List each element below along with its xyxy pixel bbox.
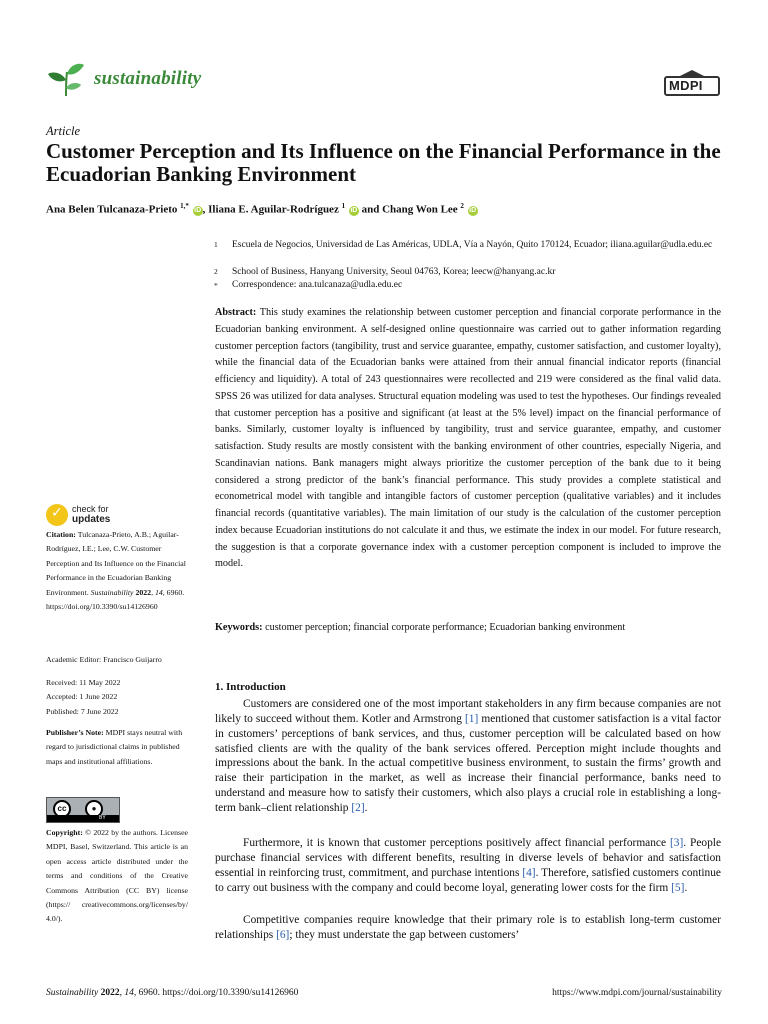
abstract bbox=[215, 305, 721, 573]
citation-doi-link[interactable]: , 6960. https://doi.org/10.3390/su14126960 bbox=[46, 587, 185, 612]
author-name: Ana Belen Tulcanaza-Prieto bbox=[46, 203, 178, 216]
received-date: Received: 11 May 2022 bbox=[46, 678, 121, 687]
paragraph-text: Competitive companies require knowledge that their primary role is to establish long-term customer relationships bbox=[215, 914, 721, 941]
check-updates-label: check for bbox=[72, 504, 109, 514]
keywords bbox=[215, 620, 721, 637]
citation-text: Tulcanaza-Prieto, A.B.; Aguilar-Rodríguez, I.E.; Lee, C.W. Customer Perception and Its Influence on the Financial Performance in the Ecuadorian Banking Environment. bbox=[46, 530, 186, 597]
reference-link[interactable]: [2] bbox=[351, 801, 365, 814]
intro-paragraph-3 bbox=[215, 913, 721, 943]
author-name: Chang Won Lee bbox=[382, 203, 458, 216]
author-affiliation-marker: 1,* bbox=[180, 202, 189, 210]
affiliation-number: 1 bbox=[214, 240, 218, 249]
checkmark-icon: ✓ bbox=[51, 505, 63, 521]
citation-label: Citation: bbox=[46, 530, 76, 539]
paragraph-text: . bbox=[684, 881, 688, 894]
by-label: BY bbox=[99, 815, 106, 821]
copyright bbox=[46, 826, 188, 927]
check-for-updates-button[interactable] bbox=[46, 502, 166, 530]
badge-bar bbox=[47, 815, 119, 822]
affiliation-text: School of Business, Hanyang University, Seoul 04763, Korea; leecw@hanyang.ac.kr bbox=[232, 267, 556, 277]
copyright-label: Copyright: bbox=[46, 828, 83, 837]
paragraph-text: Furthermore, it is known that customer perceptions positively affect financial performance bbox=[243, 837, 670, 849]
footer-journal-url[interactable]: https://www.mdpi.com/journal/sustainability bbox=[552, 988, 722, 998]
check-updates-label-bold: updates bbox=[72, 514, 111, 525]
affiliation-text: Escuela de Negocios, Universidad de Las Américas, UDLA, Vía a Nayón, Quito 170124, Ecuador; iliana.aguilar@udla.edu.ec bbox=[232, 240, 713, 250]
author-name: Iliana E. Aguilar-Rodríguez bbox=[208, 203, 339, 216]
paragraph-text: mentioned that customer satisfaction is a vital factor in customers’ perceptions of bank services, and thus, customer perception will be calculated based on how satisfied clients are with the quality of the bank services offered. Perception might include thoughts and impressions about the bank. In the actual competitive business environment, to sustain the firms’ growth and raise their participation in the market, as well as increase their financial performance, banks need to understand and measure how to satisfy their customers, which also plays a crucial role in establishing a long-term bank–client relationship bbox=[215, 712, 721, 814]
affiliations bbox=[0, 238, 768, 298]
author-separator: and bbox=[358, 203, 383, 216]
keywords-label: Keywords: bbox=[215, 622, 263, 633]
article-type: Article bbox=[46, 124, 81, 138]
author-separator: , bbox=[202, 203, 209, 216]
citation-volume: 14 bbox=[154, 587, 163, 597]
published-date: Published: 7 June 2022 bbox=[46, 706, 119, 716]
cc-by-license-badge[interactable] bbox=[46, 797, 120, 823]
copyright-text: © 2022 by the authors. Licensee MDPI, Basel, Switzerland. This article is an open access article distributed under the terms and conditions of the Creative Commons Attribution (CC BY) license (https:// creativecommons.org/licenses/by/ 4.0/). bbox=[46, 828, 188, 924]
paragraph-text: . Therefore, satisfied customers continue to carry out business with the company and could become loyal, generating lower costs for the firm bbox=[215, 866, 721, 894]
mdpi-logo bbox=[664, 70, 722, 100]
affiliation-number: 2 bbox=[214, 267, 218, 276]
orcid-icon[interactable]: iD bbox=[469, 206, 477, 214]
publisher-name: MDPI bbox=[669, 78, 703, 93]
author-affiliation-marker: 2 bbox=[460, 202, 464, 210]
citation-journal: Sustainability bbox=[90, 587, 134, 597]
paragraph-text: . bbox=[364, 801, 368, 814]
orcid-icon[interactable]: iD bbox=[350, 206, 358, 214]
affiliation-text: Correspondence: ana.tulcanaza@udla.edu.ec bbox=[232, 280, 403, 290]
paragraph-text: ; they must understate the gap between customers’ bbox=[289, 928, 520, 941]
academic-editor: Academic Editor: Francisco Guijarro bbox=[46, 655, 162, 664]
footer-journal: Sustainability bbox=[46, 988, 99, 998]
paragraph-text: . People purchase financial services with different benefits, resulting in diverse levels of behavior and satisfaction essential in reinforcing trust, commitment, and purchase intentions bbox=[215, 837, 721, 879]
reference-link[interactable]: [1] bbox=[465, 712, 479, 725]
publisher-note bbox=[46, 726, 188, 769]
abstract-text: This study examines the relationship between customer perception and financial corporate performance in the Ecuadorian banking environment. A self-designed online questionnaire was carried out to gather information regarding customer perception factors (tangibility, trust and service guarantee, empathy, customer satisfaction, and customer loyalty), while the financial data of the Ecuadorian banks were attained from their annual financial indicator reports (financial efficiency and liquidity). A total of 243 questionnaires were recollected and 219 were considered as the final valid data. SPSS 26 was utilized for data analyses. Structural equation modeling was used to test the hypotheses. Our findings revealed that customer perception has a positive and significant (at least at the 5% level) impact on the financial performance of banks. Similarly, customer loyalty is influenced by tangibility, trust and service guarantee, empathy, and customer satisfaction. Study results are mostly consistent with the banking environment of other countries, especially Nigeria, and Scandinavian nations. Bank managers might always prioritize the customer perception of the bank due to it being considered a strong predictor of the bank’s financial performance. This study provides a complete statistical and econometrical model with tangible and intangible factors of customer perception (qualitative variables) and it includes financial records (quantitative variables). The main limitation of our study is the calculation of the customer perception index because Ecuadorian institutions do not calculate it and thus, we estimate the index in our model. For future research, the suggestion is that a corporate governance index with a customer perception component is included to improve the model. bbox=[215, 307, 721, 570]
keywords-text: customer perception; financial corporate performance; Ecuadorian banking environment bbox=[265, 622, 626, 633]
citation: Citation: Tulcanaza-Prieto, A.B.; Aguilar-Rodríguez, I.E.; Lee, C.W. Customer Perception and Its Influence on the Financial Performance in the Ecuadorian Banking Environment. Sustainability 2022, 14, 6960. https://doi.org/10.3390/su14126960 bbox=[46, 530, 186, 612]
paragraph-text: Customers are considered one of the most important stakeholders in any firm because companies are not likely to succeed without them. Kotler and Armstrong bbox=[215, 698, 721, 725]
reference-link[interactable]: [3] bbox=[669, 837, 684, 849]
publication-dates bbox=[46, 676, 188, 719]
footer-doi-link[interactable]: , 6960. https://doi.org/10.3390/su14126960 bbox=[133, 988, 299, 998]
attribution-icon: ● bbox=[85, 800, 103, 818]
journal-name: sustainability bbox=[94, 68, 202, 89]
accepted-date: Accepted: 1 June 2022 bbox=[46, 692, 118, 702]
intro-paragraph-2 bbox=[215, 836, 721, 895]
reference-link[interactable]: [4] bbox=[522, 866, 536, 879]
author-list bbox=[46, 202, 478, 216]
creative-commons-icon: cc bbox=[53, 800, 71, 818]
abstract-label: Abstract: bbox=[215, 307, 257, 318]
section-heading: 1. Introduction bbox=[215, 681, 286, 693]
publisher-note-text: MDPI stays neutral with regard to jurisdictional claims in published maps and institutional affiliations. bbox=[46, 728, 183, 766]
journal-logo-icon bbox=[46, 62, 86, 98]
affiliation-number: * bbox=[214, 281, 218, 290]
reference-link[interactable]: [5] bbox=[671, 881, 685, 894]
citation-year: 2022 bbox=[135, 587, 152, 597]
footer-citation: Sustainability 2022, 14, 6960. https://doi.org/10.3390/su14126960 bbox=[46, 988, 299, 998]
publisher-note-label: Publisher’s Note: bbox=[46, 728, 104, 737]
footer-volume: 14 bbox=[124, 988, 134, 998]
reference-link[interactable]: [6] bbox=[276, 928, 290, 941]
footer-year: 2022 bbox=[100, 988, 120, 998]
orcid-icon[interactable]: iD bbox=[194, 206, 202, 214]
author-affiliation-marker: 1 bbox=[341, 202, 346, 210]
article-title: Customer Perception and Its Influence on the Financial Performance in the Ecuadorian Banking Environment bbox=[46, 139, 721, 186]
intro-paragraph-1 bbox=[215, 697, 721, 816]
